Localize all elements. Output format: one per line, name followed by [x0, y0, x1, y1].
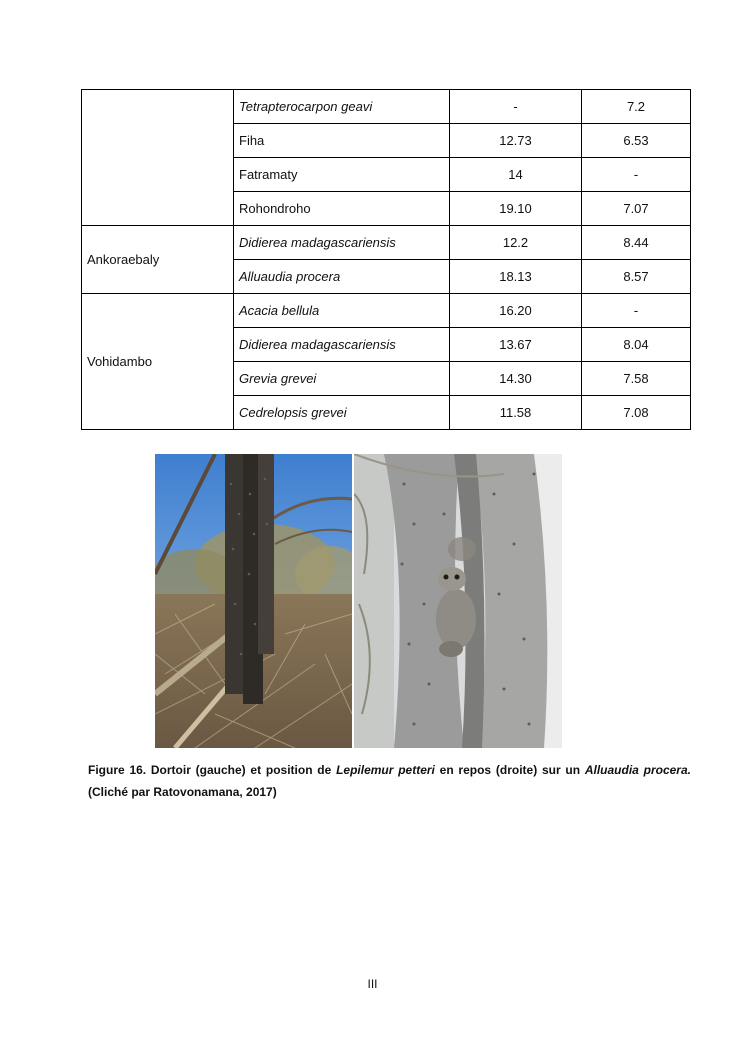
value1-cell: 13.67: [450, 328, 582, 362]
figure-caption: [88, 759, 691, 803]
species-cell: Tetrapterocarpon geavi: [234, 90, 450, 124]
lemur-head: [438, 567, 466, 591]
species-cell: Alluaudia procera: [234, 260, 450, 294]
site-cell-vohidambo: Vohidambo: [82, 294, 234, 430]
value2-cell: 7.2: [582, 90, 691, 124]
value2-cell: 7.58: [582, 362, 691, 396]
species-cell: Fiha: [234, 124, 450, 158]
site-cell-ankoraebaly: Ankoraebaly: [82, 226, 234, 294]
caption-part2: en repos (droite) sur un: [434, 763, 585, 777]
site-cell-empty: [82, 90, 234, 226]
value2-cell: 7.07: [582, 192, 691, 226]
value2-cell: 8.57: [582, 260, 691, 294]
lemur-body: [436, 589, 476, 649]
photo-roost: [155, 454, 352, 748]
species-cell: Acacia bellula: [234, 294, 450, 328]
value2-cell: 6.53: [582, 124, 691, 158]
species-cell: Cedrelopsis grevei: [234, 396, 450, 430]
lemur-photo-image: [354, 454, 562, 748]
roost-photo-image: [155, 454, 352, 748]
table-row: [82, 226, 691, 260]
figure-photos: [155, 454, 562, 748]
value2-cell: -: [582, 158, 691, 192]
value2-cell: 8.04: [582, 328, 691, 362]
value1-cell: 12.73: [450, 124, 582, 158]
value1-cell: -: [450, 90, 582, 124]
species-measurements-table: [81, 89, 691, 430]
value1-cell: 14: [450, 158, 582, 192]
value2-cell: -: [582, 294, 691, 328]
value1-cell: 14.30: [450, 362, 582, 396]
value1-cell: 19.10: [450, 192, 582, 226]
caption-host: Alluaudia procera.: [584, 763, 691, 777]
caption-part1: Figure 16. Dortoir (gauche) et position de: [88, 763, 337, 777]
value2-cell: 8.44: [582, 226, 691, 260]
value1-cell: 16.20: [450, 294, 582, 328]
value2-cell: 7.08: [582, 396, 691, 430]
value1-cell: 11.58: [450, 396, 582, 430]
photo-lemur-resting: [354, 454, 562, 748]
caption-part3: (Cliché par Ratovonamana, 2017): [88, 785, 277, 799]
table-row: [82, 294, 691, 328]
caption-species: Lepilemur petteri: [336, 763, 435, 777]
species-cell: Didierea madagascariensis: [234, 328, 450, 362]
page-number: III: [367, 977, 378, 991]
value1-cell: 18.13: [450, 260, 582, 294]
species-cell: Fatramaty: [234, 158, 450, 192]
value1-cell: 12.2: [450, 226, 582, 260]
species-cell: Rohondroho: [234, 192, 450, 226]
species-cell: Didierea madagascariensis: [234, 226, 450, 260]
species-cell: Grevia grevei: [234, 362, 450, 396]
table-row: [82, 90, 691, 124]
